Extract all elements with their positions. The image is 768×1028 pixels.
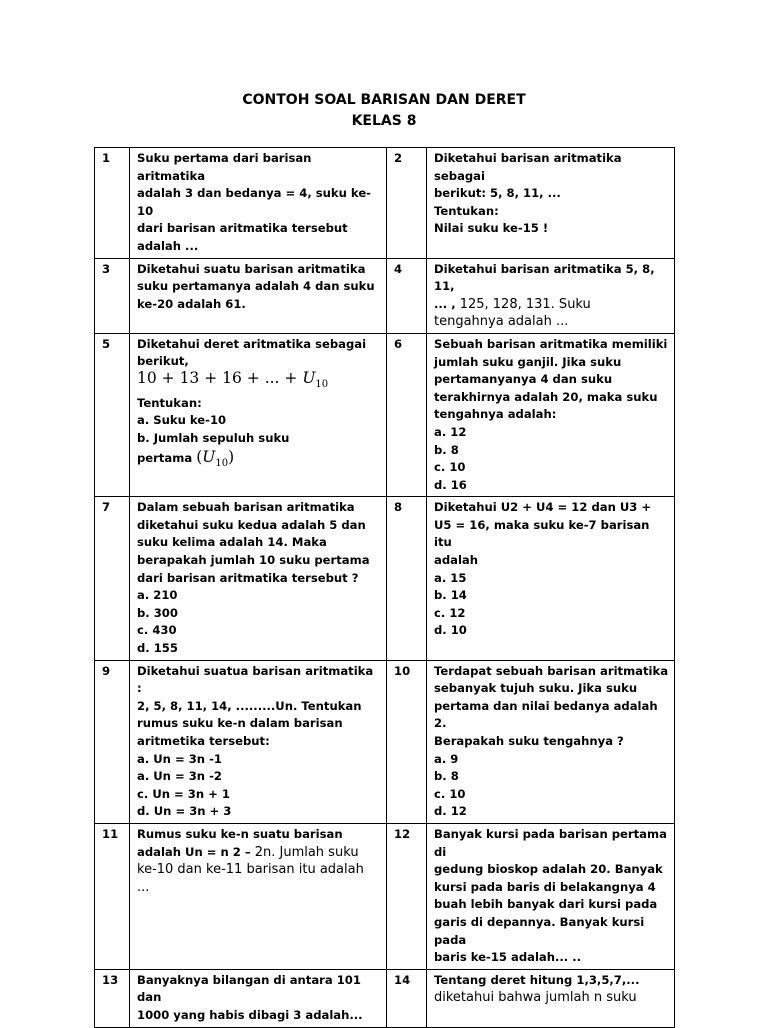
question-line: Tentukan: (434, 203, 499, 218)
question-line: jumlah suku ganjil. Jika suku (434, 354, 622, 369)
question-line: Tentukan: (137, 395, 202, 410)
question-number: 2 (387, 148, 427, 259)
question-line: Diketahui deret aritmatika sebagai (137, 336, 367, 351)
answer-option: d. 155 (137, 641, 178, 656)
question-line: dari barisan aritmatika tersebut (137, 221, 348, 236)
question-text (130, 148, 387, 259)
question-text (427, 823, 675, 969)
answer-option: b. 8 (434, 769, 459, 784)
question-text (427, 258, 675, 333)
question-number: 7 (95, 497, 130, 660)
table-row (95, 497, 675, 660)
answer-option: a. Un = 3n -2 (137, 769, 222, 784)
question-line: dari barisan aritmatika tersebut ? (137, 570, 359, 585)
table-row (95, 660, 675, 823)
question-line (434, 296, 669, 314)
question-number: 10 (387, 660, 427, 823)
question-number: 1 (95, 148, 130, 259)
question-line: kursi pada baris di belakangnya 4 (434, 879, 656, 894)
question-line: pertama dan nilai bedanya adalah 2. (434, 698, 658, 731)
question-fragment: ... , (434, 296, 460, 311)
question-line: Diketahui barisan aritmatika 5, 8, 11, (434, 261, 655, 294)
question-text (427, 497, 675, 660)
question-text (130, 333, 387, 496)
answer-option: b. 300 (137, 605, 178, 620)
question-line: suku kelima adalah 14. Maka (137, 535, 327, 550)
question-line: gedung bioskop adalah 20. Banyak (434, 862, 663, 877)
answer-option: d. 16 (434, 477, 467, 492)
answer-option: c. Un = 3n + 1 (137, 786, 230, 801)
answer-option: a. 12 (434, 424, 467, 439)
question-text (130, 258, 387, 333)
math-formula: $(U_{10})$ (196, 448, 235, 470)
question-line: Berapakah suku tengahnya ? (434, 734, 624, 748)
question-line: diketahui suku kedua adalah 5 dan (137, 517, 366, 532)
question-number: 13 (95, 969, 130, 1027)
question-number: 8 (387, 497, 427, 660)
question-line: diketahui bahwa jumlah n suku (434, 990, 637, 1006)
question-line: Nilai suku ke-15 ! (434, 221, 549, 236)
answer-option: c. 10 (434, 460, 466, 475)
question-line: Diketahui suatua barisan aritmatika : (137, 663, 374, 696)
question-line: b. Jumlah sepuluh suku (137, 430, 290, 445)
question-fragment: 125, 128, 131. Suku (459, 296, 591, 312)
answer-option: c. 430 (137, 623, 177, 638)
question-text (427, 660, 675, 823)
question-text (130, 660, 387, 823)
question-line: ke-10 dan ke-11 barisan itu adalah (137, 862, 364, 878)
table-row (95, 823, 675, 969)
question-line: Banyak kursi pada barisan pertama di (434, 826, 667, 859)
question-number: 3 (95, 258, 130, 333)
answer-option: d. 12 (434, 804, 467, 819)
question-number: 6 (387, 333, 427, 496)
table-row (95, 258, 675, 333)
answer-option: a. 15 (434, 570, 467, 585)
question-text (130, 823, 387, 969)
question-line: garis di depannya. Banyak kursi pada (434, 914, 645, 947)
question-text (130, 497, 387, 660)
question-text (427, 969, 675, 1027)
question-line: Diketahui barisan aritmatika sebagai (434, 151, 622, 183)
answer-option: a. 9 (434, 751, 459, 766)
document-title: CONTOH SOAL BARISAN DAN DERET (242, 92, 526, 108)
question-line: buah lebih banyak dari kursi pada (434, 897, 658, 912)
question-line: berikut: 5, 8, 11, ... (434, 186, 561, 201)
question-line: a. Suku ke-10 (137, 413, 227, 428)
question-line: ke-20 adalah 61. (137, 296, 246, 311)
question-line: adalah 3 dan bedanya = 4, suku ke-10 (137, 186, 371, 218)
question-line: Diketahui suatu barisan aritmatika (137, 261, 366, 276)
question-line: 2, 5, 8, 11, 14, .........Un. Tentukan (137, 698, 362, 713)
document-subtitle: KELAS 8 (351, 113, 417, 129)
question-text (427, 148, 675, 259)
question-line (137, 447, 381, 474)
answer-option: b. 8 (434, 442, 459, 457)
question-line: Terdapat sebuah barisan aritmatika (434, 663, 669, 678)
answer-option: a. Un = 3n -1 (137, 751, 222, 766)
question-number: 9 (95, 660, 130, 823)
question-line: Diketahui U2 + U4 = 12 dan U3 + (434, 500, 652, 515)
table-row (95, 148, 675, 259)
question-line: pertamanyanya 4 dan suku (434, 372, 613, 387)
question-text (130, 969, 387, 1027)
question-line: U5 = 16, maka suku ke-7 barisan itu (434, 517, 650, 550)
question-line: berapakah jumlah 10 suku pertama (137, 553, 370, 568)
question-number: 11 (95, 823, 130, 969)
question-number: 12 (387, 823, 427, 969)
question-line: aritmetika tersebut: (137, 734, 270, 748)
question-line: suku pertamanya adalah 4 dan suku (137, 279, 375, 294)
answer-option: c. 12 (434, 605, 466, 620)
question-line: Rumus suku ke-n suatu barisan (137, 826, 343, 841)
question-line: Suku pertama dari barisan aritmatika (137, 151, 312, 183)
question-line: Dalam sebuah barisan aritmatika (137, 500, 355, 515)
answer-option: c. 10 (434, 786, 466, 801)
question-line: adalah (434, 553, 478, 568)
question-number: 5 (95, 333, 130, 496)
series-formula (137, 368, 381, 395)
question-line: sebanyak tujuh suku. Jika suku (434, 681, 638, 696)
answer-option: a. 210 (137, 588, 178, 603)
question-fragment: adalah Un = n 2 – (137, 844, 255, 859)
question-number: 4 (387, 258, 427, 333)
question-line: berikut, (137, 353, 189, 368)
question-line: baris ke-15 adalah... .. (434, 950, 582, 965)
answer-option: b. 14 (434, 588, 467, 603)
question-table (94, 147, 675, 1028)
question-fragment: pertama (137, 451, 197, 466)
question-line: tengahnya adalah ... (434, 314, 569, 330)
answer-option: d. Un = 3n + 3 (137, 804, 232, 819)
question-line: Tentang deret hitung 1,3,5,7,... (434, 972, 640, 987)
question-text (427, 333, 675, 496)
question-line: tengahnya adalah: (434, 407, 557, 422)
question-line: rumus suku ke-n dalam barisan (137, 716, 343, 731)
question-line: terakhirnya adalah 20, maka suku (434, 389, 658, 404)
question-line: Sebuah barisan aritmatika memiliki (434, 336, 668, 351)
table-row (95, 969, 675, 1027)
question-fragment: 2n. Jumlah suku (254, 844, 359, 860)
question-line: adalah ... (137, 238, 199, 253)
question-line (137, 844, 381, 862)
answer-option: d. 10 (434, 623, 467, 638)
question-line: ... (137, 879, 150, 895)
math-formula: 10 + 13 + 16 + ... + $U_{10}$ (137, 368, 329, 390)
question-line: 1000 yang habis dibagi 3 adalah... (137, 1007, 363, 1022)
table-row (95, 333, 675, 496)
question-number: 14 (387, 969, 427, 1027)
question-line: Banyaknya bilangan di antara 101 dan (137, 972, 361, 1005)
